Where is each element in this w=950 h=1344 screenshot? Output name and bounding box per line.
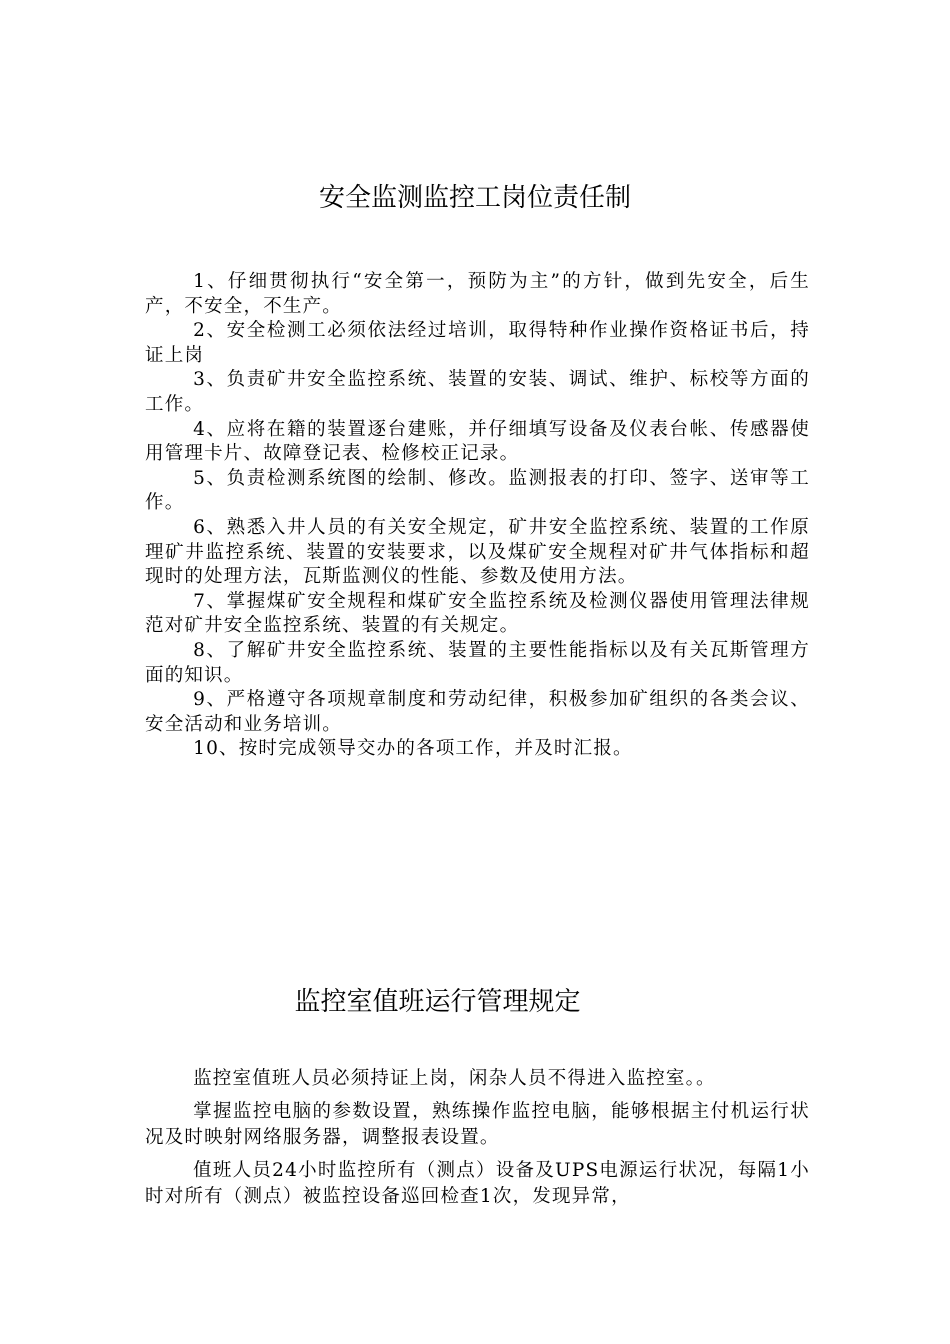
duty-rule-2: 掌握监控电脑的参数设置，熟练操作监控电脑，能够根据主付机运行状况及时映射网络服务器，调整报表设置。	[145, 1101, 810, 1148]
responsibility-item-3: 3、负责矿井安全监控系统、装置的安装、调试、维护、标校等方面的工作。	[145, 369, 810, 415]
responsibility-item-9: 9、严格遵守各项规章制度和劳动纪律，积极参加矿组织的各类会议、安全活动和业务培训。	[145, 689, 810, 735]
duty-rule-3: 值班人员24小时监控所有（测点）设备及UPS电源运行状况，每隔1小时对所有（测点）被监控设备巡回检查1次，发现异常，	[145, 1160, 810, 1207]
responsibility-item-8: 8、了解矿井安全监控系统、装置的主要性能指标以及有关瓦斯管理方面的知识。	[145, 639, 810, 686]
duty-rules-section	[145, 1066, 810, 1217]
job-responsibility-section	[145, 270, 810, 762]
section-title-duty-rules: 监控室值班运行管理规定	[294, 987, 581, 1017]
responsibility-item-2: 2、安全检测工必须依法经过培训，取得特种作业操作资格证书后，持证上岗	[145, 320, 810, 366]
responsibility-item-4: 4、应将在籍的装置逐台建账，并仔细填写设备及仪表台帐、传感器使用管理卡片、故障登记表、检修校正记录。	[145, 418, 810, 465]
responsibility-item-6: 6、熟悉入井人员的有关安全规定，矿井安全监控系统、装置的工作原理矿井监控系统、装置的安装要求，以及煤矿安全规程对矿井气体指标和超现时的处理方法，瓦斯监测仪的性能、参数及使用方法。	[145, 516, 810, 588]
responsibility-item-7: 7、掌握煤矿安全规程和煤矿安全监控系统及检测仪器使用管理法律规范对矿井安全监控系统、装置的有关规定。	[145, 590, 810, 637]
duty-rule-1: 监控室值班人员必须持证上岗，闲杂人员不得进入监控室。。	[193, 1068, 716, 1089]
section-title-job-responsibility: 安全监测监控工岗位责任制	[318, 183, 631, 213]
responsibility-item-5: 5、负责检测系统图的绘制、修改。监测报表的打印、签字、送审等工作。	[145, 467, 810, 514]
responsibility-item-1: 1、仔细贯彻执行“安全第一，预防为主”的方针，做到先安全，后生产，不安全，不生产。	[145, 271, 810, 317]
responsibility-item-10: 10、按时完成领导交办的各项工作，并及时汇报。	[193, 738, 633, 760]
